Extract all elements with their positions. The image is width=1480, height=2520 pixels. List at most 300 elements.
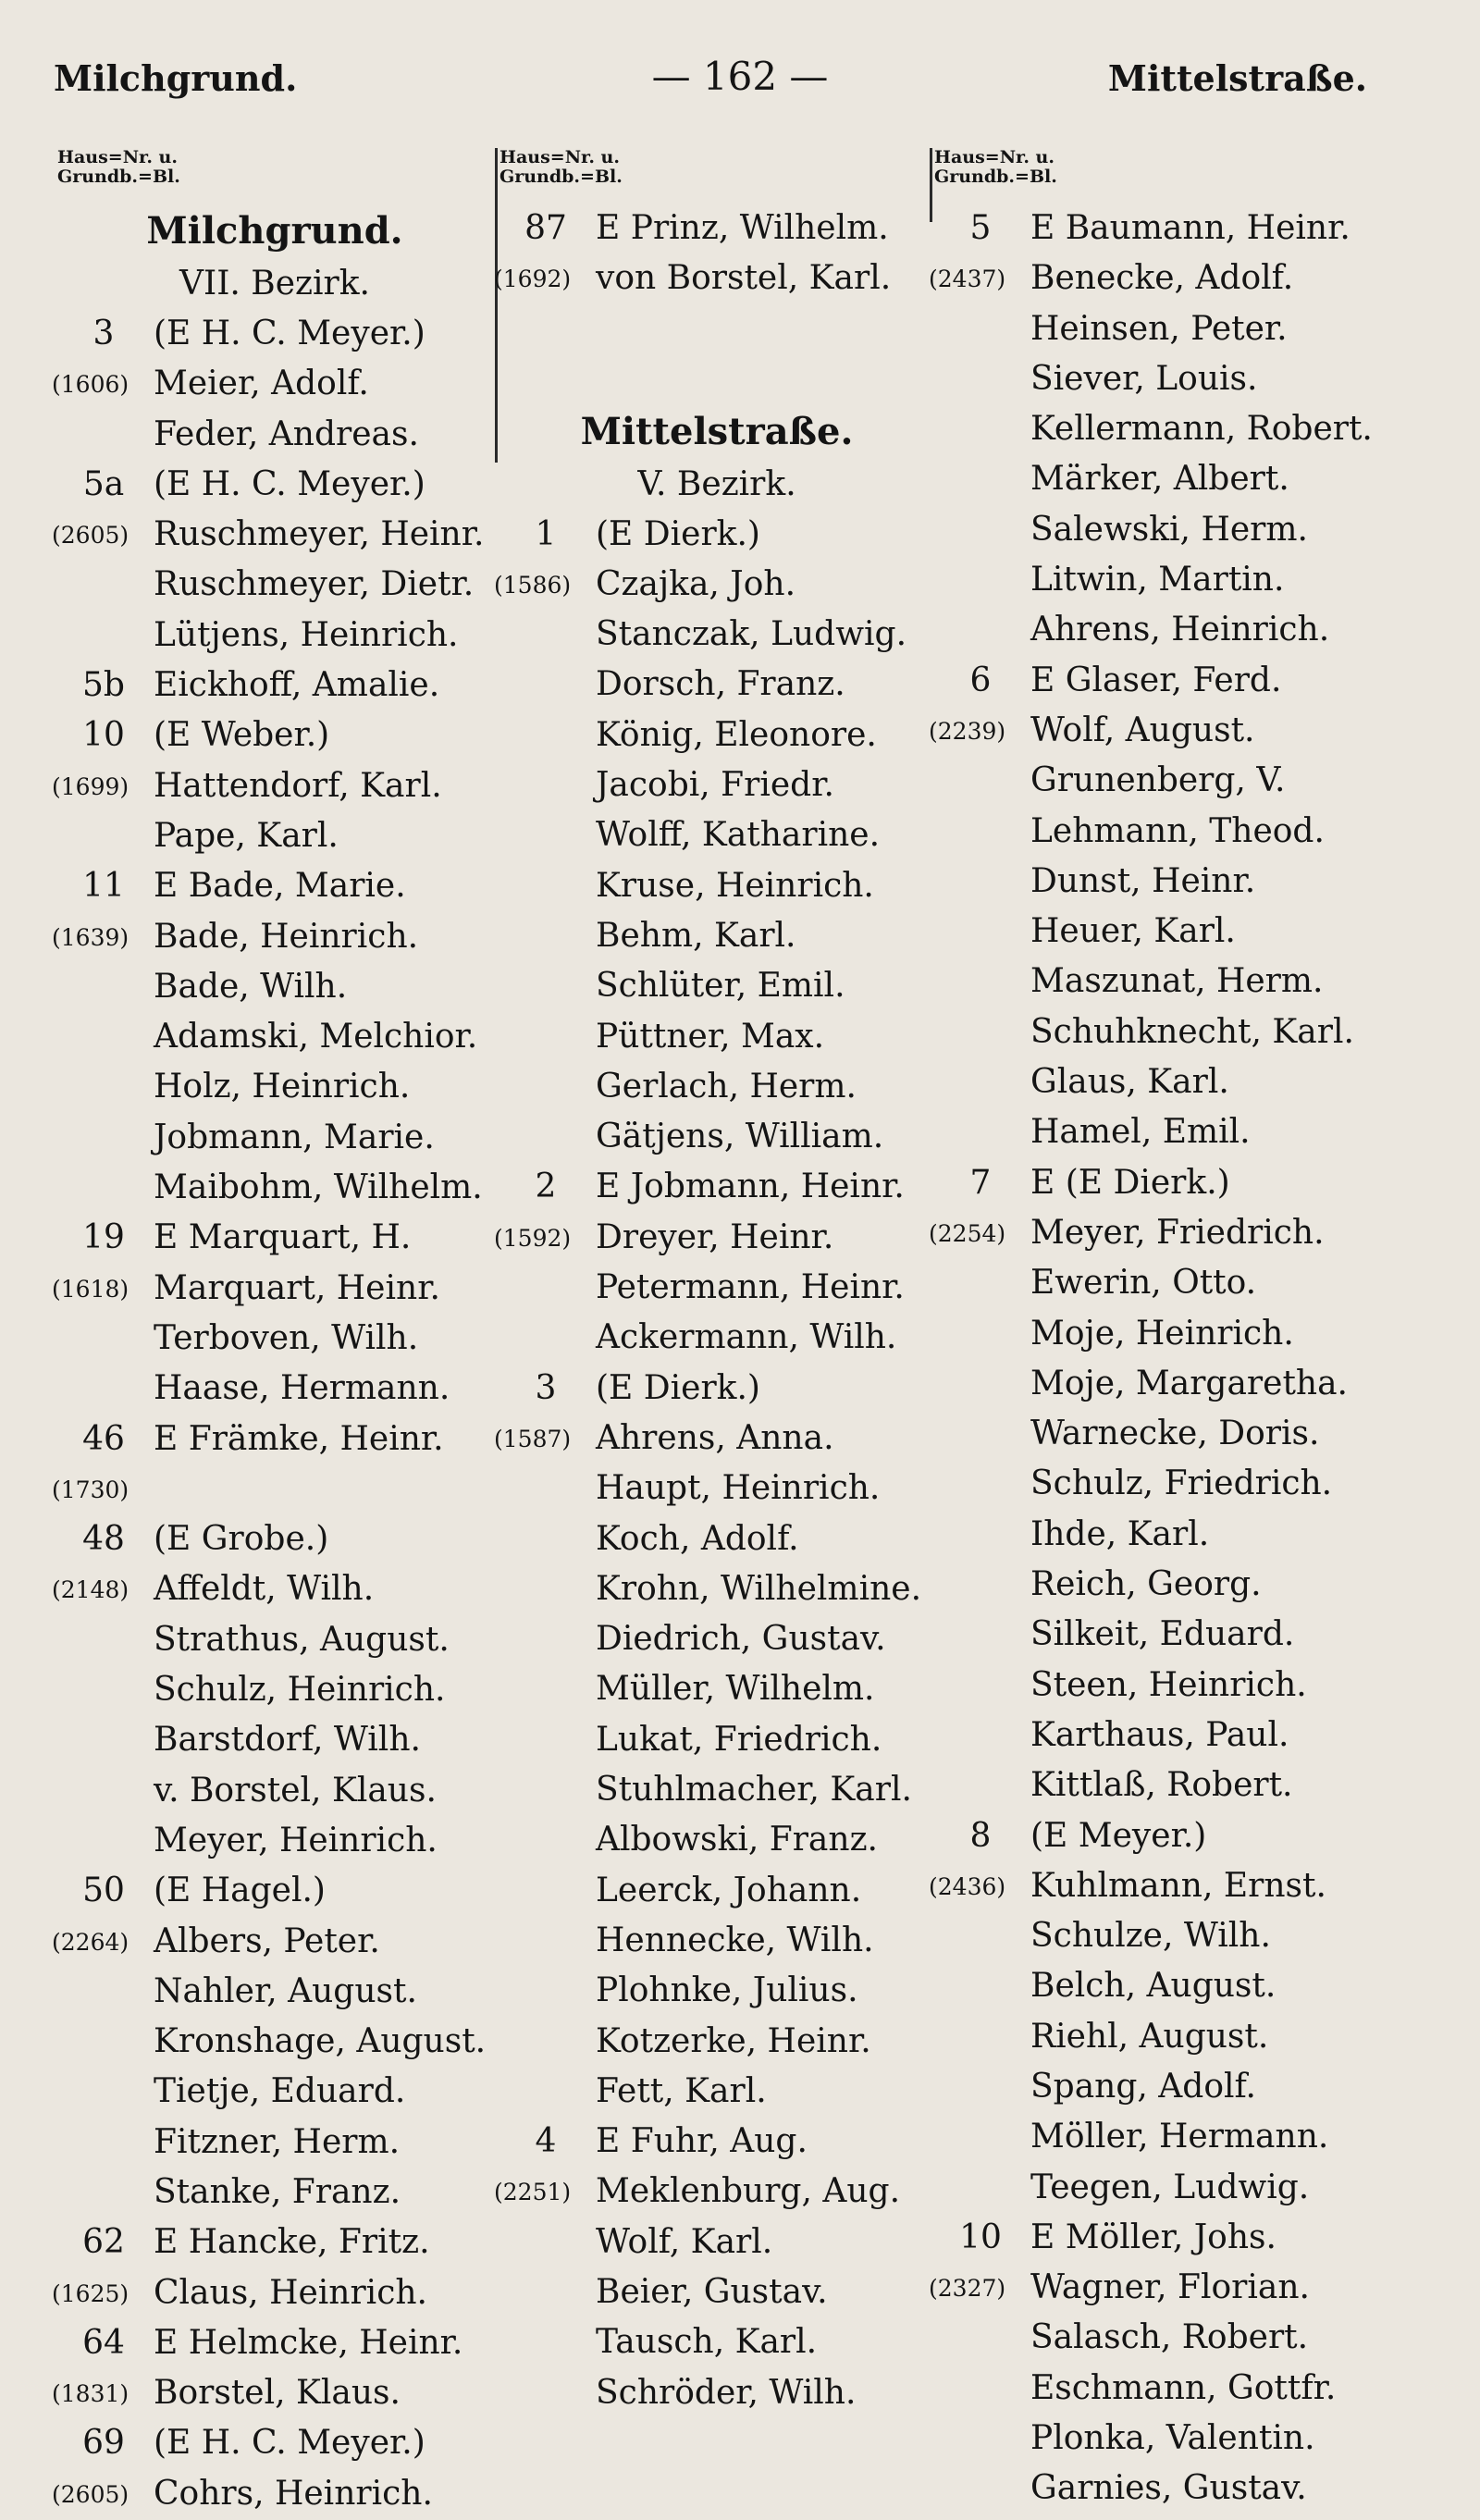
resident-name: Silkeit, Eduard.: [1030, 1615, 1295, 1654]
column-2: [494, 147, 934, 2418]
resident-name: Ackermann, Wilh.: [596, 1318, 897, 1357]
resident-name: Borstel, Klaus.: [154, 2374, 401, 2413]
directory-entry: [57, 1414, 492, 1464]
directory-entry: [934, 404, 1373, 454]
grundbuch-number: (2254): [929, 1219, 1006, 1247]
resident-name: Kruse, Heinrich.: [596, 866, 874, 905]
resident-name: Heuer, Karl.: [1030, 912, 1236, 951]
directory-entry: [57, 1113, 492, 1163]
grundbuch-number: (2436): [929, 1872, 1006, 1900]
directory-entry: [500, 1966, 934, 2016]
directory-entry: [934, 2112, 1369, 2162]
house-number: 87: [524, 209, 567, 247]
section-bezirk: V. Bezirk.: [637, 464, 796, 503]
house-number: 5: [969, 209, 992, 247]
directory-entry: [500, 2317, 934, 2367]
resident-name: Kronshage, August.: [154, 2022, 487, 2061]
directory-entry: [500, 1664, 934, 1714]
house-number: 5b: [82, 666, 125, 705]
directory-entry: [929, 2263, 1369, 2313]
resident-name: von Borstel, Karl.: [596, 259, 892, 298]
resident-name: (E Hagel.): [154, 1871, 326, 1910]
directory-entry: [57, 1665, 492, 1715]
directory-entry: [934, 1961, 1369, 2011]
resident-name: E Jobmann, Heinr.: [596, 1167, 905, 1206]
resident-name: Kotzerke, Heinr.: [596, 2021, 871, 2060]
resident-name: E Möller, Johs.: [1030, 2217, 1276, 2256]
legend-line-2: Grundb.=Bl.: [500, 167, 623, 187]
directory-entry: [52, 2368, 492, 2418]
directory-entry: [57, 1615, 492, 1665]
resident-name: (E H. C. Meyer.): [154, 464, 426, 503]
column-legend: [500, 148, 934, 204]
resident-name: Ruschmeyer, Dietr.: [154, 565, 475, 604]
column-1: [52, 147, 492, 2519]
directory-entry: [934, 2012, 1369, 2062]
house-number: 69: [82, 2424, 125, 2463]
resident-name: Maszunat, Herm.: [1030, 962, 1324, 1001]
directory-entry: [500, 660, 934, 710]
directory-entry: [934, 907, 1369, 957]
resident-name: Hennecke, Wilh.: [596, 1921, 874, 1959]
directory-entry: [52, 359, 492, 409]
directory-entry: [934, 555, 1369, 605]
house-number: 8: [969, 1816, 992, 1855]
directory-entry: [934, 2213, 1369, 2263]
resident-name: Lukat, Friedrich.: [596, 1720, 882, 1759]
column-legend: [57, 148, 492, 204]
grundbuch-number: (2148): [52, 1576, 130, 1604]
resident-name: Gerlach, Herm.: [596, 1067, 857, 1106]
grundbuch-number: (1618): [52, 1275, 130, 1303]
resident-name: Feder, Andreas.: [154, 414, 419, 453]
house-number: 1: [535, 514, 557, 553]
resident-name: Grunenberg, V.: [1030, 761, 1286, 800]
resident-name: Haupt, Heinrich.: [596, 1469, 881, 1508]
directory-entry: [500, 1313, 934, 1363]
resident-name: Koch, Adolf.: [596, 1519, 799, 1558]
directory-entry: [934, 204, 1369, 253]
directory-entry: [500, 1815, 934, 1865]
grundbuch-number: (2327): [929, 2275, 1006, 2303]
header-right-street: Mittelstraße.: [1107, 57, 1367, 99]
directory-entry: [57, 2017, 492, 2067]
directory-entry: [57, 1766, 492, 1816]
resident-name: Märker, Albert.: [1030, 460, 1289, 499]
resident-name: Müller, Wilhelm.: [596, 1670, 875, 1709]
grundbuch-number: (2251): [494, 2179, 572, 2206]
directory-entry: [57, 2418, 492, 2468]
directory-entry: [934, 2163, 1369, 2213]
house-number: 10: [82, 716, 125, 755]
resident-name: Ihde, Karl.: [1030, 1514, 1210, 1553]
grundbuch-number: (1587): [494, 1425, 572, 1452]
directory-entry: [934, 1107, 1369, 1157]
grundbuch-number: (1625): [52, 2279, 130, 2307]
resident-name: (E Dierk.): [596, 514, 760, 553]
house-number: 2: [535, 1167, 557, 1206]
directory-entry: [57, 1012, 492, 1062]
legend-line-1: Haus=Nr. u.: [934, 147, 1054, 167]
directory-entry: [934, 2313, 1369, 2363]
directory-entry: [57, 661, 492, 710]
resident-name: Meklenburg, Aug.: [596, 2172, 901, 2211]
grundbuch-number: (1639): [52, 923, 130, 951]
resident-name: Kuhlmann, Ernst.: [1030, 1866, 1326, 1905]
directory-entry: [57, 861, 492, 911]
grundbuch-number: (2239): [929, 717, 1006, 745]
directory-entry: [500, 204, 934, 253]
directory-entry: [934, 1911, 1369, 1961]
resident-name: Benecke, Adolf.: [1030, 259, 1294, 298]
resident-name: Jacobi, Friedr.: [596, 766, 834, 805]
resident-name: Ahrens, Heinrich.: [1030, 611, 1330, 649]
resident-name: v. Borstel, Klaus.: [154, 1771, 437, 1810]
resident-name: Steen, Heinrich.: [1030, 1665, 1307, 1704]
directory-entry: [57, 1866, 492, 1916]
directory-entry: [934, 756, 1369, 806]
resident-name: Dunst, Heinr.: [1030, 861, 1256, 900]
spacer: [500, 304, 934, 404]
directory-entry: [500, 1062, 934, 1112]
house-number: 6: [969, 661, 992, 699]
resident-name: Petermann, Heinr.: [596, 1268, 905, 1307]
house-number: 7: [969, 1163, 992, 1202]
directory-entry: [500, 710, 934, 760]
directory-entry: [500, 2067, 934, 2117]
resident-name: Teegen, Ludwig.: [1030, 2168, 1310, 2206]
resident-name: Leerck, Johann.: [596, 1871, 862, 1909]
directory-entry: [934, 1610, 1369, 1660]
directory-entry: [929, 706, 1369, 756]
directory-entry: [934, 2364, 1369, 2414]
resident-name: Meyer, Heinrich.: [154, 1821, 438, 1859]
directory-entry: [52, 1917, 492, 1967]
directory-entry: [500, 2117, 934, 2167]
resident-name: Gätjens, William.: [596, 1118, 884, 1156]
resident-name: Warnecke, Doris.: [1030, 1414, 1320, 1453]
house-number: 19: [82, 1218, 125, 1257]
resident-name: E Prinz, Wilhelm.: [596, 209, 889, 247]
directory-entry: [500, 2368, 934, 2418]
resident-name: (E Grobe.): [154, 1520, 329, 1559]
directory-entry: [929, 1861, 1369, 1911]
directory-entry: [52, 1564, 492, 1614]
directory-entry: [934, 1760, 1369, 1810]
directory-entry: [934, 1158, 1369, 1208]
resident-name: Plohnke, Julius.: [596, 1971, 858, 2010]
resident-name: Möller, Hermann.: [1030, 2118, 1329, 2156]
directory-entry: [57, 1816, 492, 1866]
resident-name: Marquart, Heinr.: [154, 1268, 440, 1307]
resident-name: Krohn, Wilhelmine.: [596, 1569, 922, 1608]
directory-entry: [57, 611, 492, 661]
resident-name: Hattendorf, Karl.: [154, 766, 442, 805]
resident-name: Eickhoff, Amalie.: [154, 666, 440, 705]
section-bezirk: VII. Bezirk.: [179, 265, 371, 303]
resident-name: Litwin, Martin.: [1030, 561, 1285, 599]
directory-entry: [494, 1213, 934, 1263]
resident-name: E (E Dierk.): [1030, 1163, 1230, 1202]
directory-entry: [500, 1564, 934, 1614]
directory-entry: [57, 1213, 492, 1263]
page-number: — 162 —: [651, 54, 829, 99]
resident-name: (E Weber.): [154, 716, 330, 755]
directory-entry: [57, 1314, 492, 1364]
directory-entry: [500, 911, 934, 961]
directory-entry: [934, 2464, 1369, 2514]
directory-entry: [57, 1163, 492, 1213]
directory-entry: [57, 811, 492, 861]
grundbuch-number: (1699): [52, 772, 130, 800]
resident-name: Diedrich, Gustav.: [596, 1620, 886, 1659]
house-number: 3: [92, 315, 115, 352]
directory-entry: [57, 1514, 492, 1564]
grundbuch-number: (1831): [52, 2380, 130, 2408]
legend-line-2: Grundb.=Bl.: [57, 167, 180, 187]
resident-name: König, Eleonore.: [596, 715, 877, 754]
column-3: [929, 147, 1373, 2514]
resident-name: Glaus, Karl.: [1030, 1063, 1229, 1102]
resident-name: Plonka, Valentin.: [1030, 2419, 1315, 2458]
directory-entry: [934, 656, 1369, 706]
resident-name: E Bade, Marie.: [154, 867, 406, 906]
grundbuch-number: (1586): [494, 571, 572, 599]
resident-name: Bade, Heinrich.: [154, 917, 419, 956]
directory-entry: [57, 1062, 492, 1112]
grundbuch-number: (1592): [494, 1224, 572, 1252]
resident-name: Beier, Gustav.: [596, 2272, 828, 2311]
section-title-mittelstrasse: Mittelstraße.: [580, 409, 854, 453]
directory-entry: [500, 2217, 934, 2267]
directory-entry: [500, 2017, 934, 2067]
directory-entry: [500, 1765, 934, 1815]
resident-name: Püttner, Max.: [596, 1017, 825, 1056]
directory-entry: [57, 410, 492, 460]
resident-name: Stanczak, Ludwig.: [596, 615, 907, 654]
directory-entry: [934, 1409, 1369, 1459]
resident-name: Schulz, Heinrich.: [154, 1671, 446, 1710]
resident-name: E Baumann, Heinr.: [1030, 209, 1350, 247]
directory-entry: [57, 1364, 492, 1414]
resident-name: Meier, Adolf.: [154, 364, 369, 403]
directory-entry: [934, 605, 1369, 655]
resident-name: E Främke, Heinr.: [154, 1419, 444, 1458]
directory-entry: [494, 2167, 934, 2217]
resident-name: Ruschmeyer, Heinr.: [154, 515, 485, 554]
resident-name: Kellermann, Robert.: [1030, 410, 1373, 449]
resident-name: Karthaus, Paul.: [1030, 1715, 1289, 1754]
house-number: 64: [82, 2323, 125, 2362]
directory-entry: [934, 1057, 1369, 1107]
house-number: 5a: [82, 464, 125, 503]
resident-name: Stuhlmacher, Karl.: [596, 1771, 912, 1810]
resident-name: (E H. C. Meyer.): [154, 315, 426, 352]
resident-name: Garnies, Gustav.: [1030, 2469, 1307, 2508]
resident-name: Kittlaß, Robert.: [1030, 1766, 1293, 1805]
directory-entry: [52, 912, 492, 962]
directory-entry: [500, 760, 934, 810]
house-number: 50: [82, 1871, 125, 1910]
house-number: 62: [82, 2223, 125, 2262]
resident-name: Ahrens, Anna.: [596, 1418, 834, 1457]
directory-entry: [934, 1309, 1369, 1359]
house-number: 11: [82, 867, 125, 906]
directory-entry: [57, 460, 492, 510]
resident-name: Albowski, Franz.: [596, 1821, 878, 1859]
directory-entry: [934, 807, 1369, 857]
directory-entry: [934, 505, 1369, 555]
directory-entry: [500, 1514, 934, 1564]
resident-name: Claus, Heinrich.: [154, 2273, 427, 2312]
resident-name: Meyer, Friedrich.: [1030, 1213, 1325, 1252]
grundbuch-number: (2264): [52, 1928, 130, 1956]
directory-entry: [500, 961, 934, 1011]
directory-entry: [500, 1464, 934, 1513]
directory-entry: [934, 454, 1369, 504]
resident-name: Schulze, Wilh.: [1030, 1917, 1271, 1956]
resident-name: Wolf, August.: [1030, 710, 1255, 749]
column-rule-left: [495, 148, 498, 463]
directory-entry: [494, 1414, 934, 1464]
directory-entry: [929, 253, 1369, 303]
directory-entry: [500, 1866, 934, 1916]
directory-entry: [934, 1459, 1369, 1509]
resident-name: Holz, Heinrich.: [154, 1068, 411, 1106]
directory-entry: [57, 2067, 492, 2117]
directory-entry: [500, 1263, 934, 1313]
resident-name: Reich, Georg.: [1030, 1565, 1262, 1604]
grundbuch-number: (2605): [52, 522, 130, 550]
resident-name: Maibohm, Wilhelm.: [154, 1168, 483, 1207]
directory-entry: [500, 2267, 934, 2317]
resident-name: Affeldt, Wilh.: [154, 1570, 375, 1609]
directory-entry: [57, 1715, 492, 1765]
house-number: 48: [82, 1520, 125, 1559]
directory-entry: [500, 510, 934, 560]
directory-entry: [57, 2318, 492, 2368]
directory-entry: [57, 2168, 492, 2217]
resident-name: Cohrs, Heinrich.: [154, 2474, 433, 2513]
house-number: 46: [82, 1419, 125, 1458]
directory-entry: [934, 304, 1369, 354]
resident-name: Schuhknecht, Karl.: [1030, 1012, 1354, 1051]
resident-name: Heinsen, Peter.: [1030, 309, 1288, 348]
resident-name: Haase, Hermann.: [154, 1369, 450, 1408]
resident-name: Albers, Peter.: [154, 1921, 380, 1960]
resident-name: E Helmcke, Heinr.: [154, 2323, 463, 2362]
resident-name: Wolff, Katharine.: [596, 816, 881, 855]
directory-entry: [934, 1359, 1369, 1409]
resident-name: Jobmann, Marie.: [154, 1118, 435, 1156]
resident-name: Strathus, August.: [154, 1620, 450, 1659]
directory-entry: [934, 1510, 1369, 1560]
directory-entry: [57, 2118, 492, 2168]
resident-name: Barstdorf, Wilh.: [154, 1721, 421, 1760]
grundbuch-number: (1606): [52, 371, 130, 399]
directory-entry: [52, 1464, 492, 1514]
resident-name: Tietje, Eduard.: [154, 2072, 406, 2111]
resident-name: Pape, Karl.: [154, 816, 339, 855]
resident-name: Dorsch, Franz.: [596, 665, 845, 704]
resident-name: Schröder, Wilh.: [596, 2373, 857, 2412]
grundbuch-number: (1692): [494, 266, 572, 293]
directory-entry: [500, 1364, 934, 1414]
resident-name: Spang, Adolf.: [1030, 2067, 1257, 2106]
resident-name: Wagner, Florian.: [1030, 2268, 1310, 2307]
resident-name: Salasch, Robert.: [1030, 2318, 1309, 2357]
resident-name: Lütjens, Heinrich.: [154, 615, 459, 654]
directory-entry: [57, 560, 492, 610]
directory-entry: [934, 1007, 1369, 1057]
legend-line-2: Grundb.=Bl.: [934, 167, 1057, 187]
resident-name: Siever, Louis.: [1030, 359, 1258, 398]
directory-entry: [500, 1715, 934, 1765]
directory-entry: [500, 1012, 934, 1062]
directory-entry: [500, 610, 934, 660]
resident-name: (E Dierk.): [596, 1368, 760, 1407]
directory-entry: [52, 510, 492, 560]
resident-name: Fitzner, Herm.: [154, 2122, 401, 2161]
section-title-milchgrund: Milchgrund.: [146, 209, 403, 253]
entry-list: [494, 510, 934, 2418]
resident-name: Eschmann, Gottfr.: [1030, 2368, 1337, 2407]
directory-entry: [52, 2268, 492, 2318]
house-number: 3: [535, 1368, 557, 1407]
column-legend: [934, 148, 1369, 204]
directory-entry: [934, 857, 1369, 907]
grundbuch-number: (2437): [929, 266, 1006, 293]
directory-entry: [500, 810, 934, 860]
resident-name: E Glaser, Ferd.: [1030, 661, 1282, 699]
directory-entry: [934, 1258, 1369, 1308]
resident-name: Lehmann, Theod.: [1030, 811, 1325, 850]
entry-list: [929, 204, 1373, 2514]
directory-entry: [494, 253, 934, 303]
directory-entry: [500, 1614, 934, 1664]
directory-entry: [934, 957, 1369, 1007]
directory-entry: [57, 962, 492, 1012]
resident-name: Terboven, Wilh.: [154, 1318, 419, 1357]
resident-name: Riehl, August.: [1030, 2017, 1269, 2056]
resident-name: Bade, Wilh.: [154, 967, 348, 1006]
entry-list: [52, 309, 492, 2519]
directory-entry: [57, 1967, 492, 2017]
directory-entry: [500, 1112, 934, 1162]
resident-name: (E Meyer.): [1030, 1816, 1207, 1855]
resident-name: Adamski, Melchior.: [154, 1018, 478, 1056]
directory-entry: [934, 354, 1369, 404]
resident-name: Stanke, Franz.: [154, 2172, 401, 2211]
directory-entry: [57, 309, 492, 359]
directory-entry: [934, 1711, 1369, 1760]
resident-name: Nahler, August.: [154, 1971, 417, 2010]
directory-entry: [934, 1811, 1369, 1861]
resident-name: Ewerin, Otto.: [1030, 1264, 1257, 1303]
resident-name: Moje, Margaretha.: [1030, 1364, 1349, 1402]
directory-entry: [929, 1208, 1369, 1258]
resident-name: Behm, Karl.: [596, 916, 796, 955]
resident-name: Belch, August.: [1030, 1967, 1276, 2006]
directory-entry: [500, 1916, 934, 1966]
entry-list: [494, 204, 934, 304]
resident-name: Fett, Karl.: [596, 2071, 767, 2110]
resident-name: E Fuhr, Aug.: [596, 2122, 808, 2161]
directory-entry: [52, 761, 492, 811]
directory-entry: [500, 861, 934, 911]
house-number: 10: [959, 2217, 1002, 2256]
resident-name: Hamel, Emil.: [1030, 1113, 1251, 1152]
